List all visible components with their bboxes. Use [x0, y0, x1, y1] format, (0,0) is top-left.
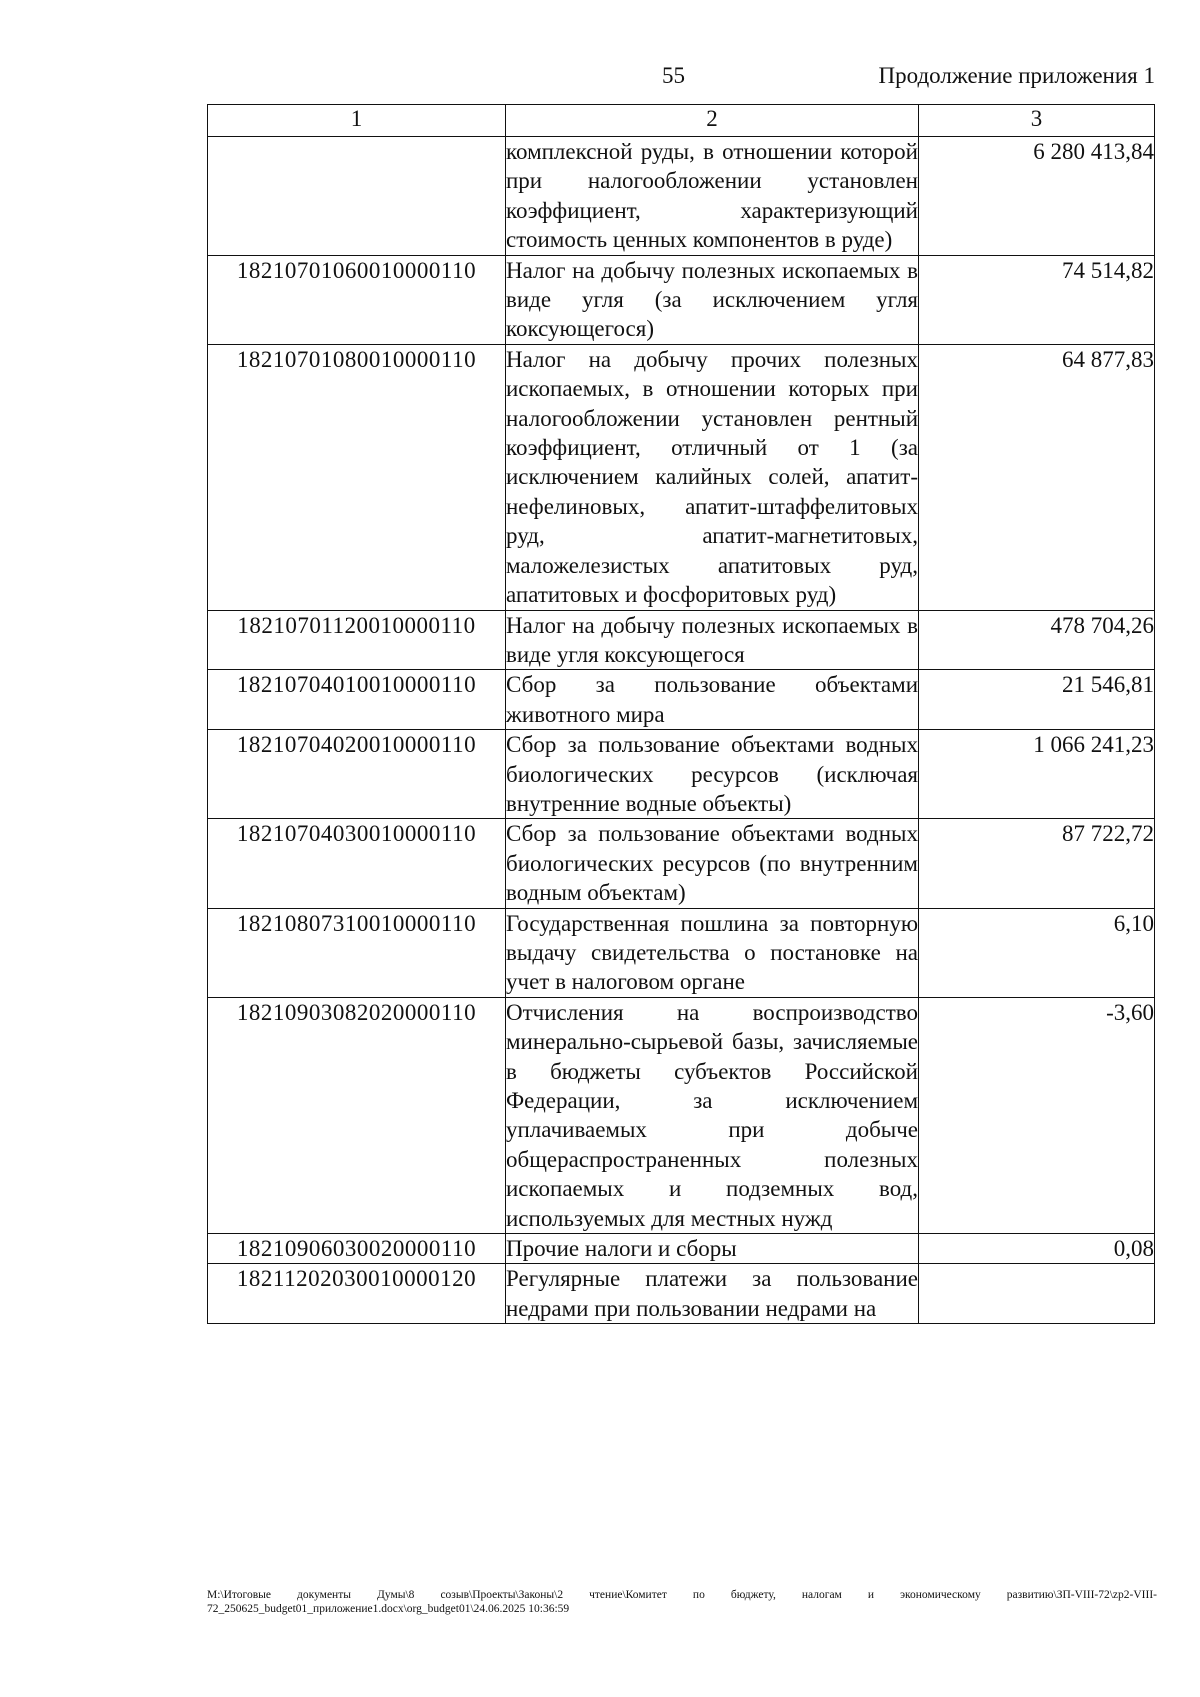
row-amount: 6 280 413,84	[919, 137, 1155, 256]
row-name: Сбор за пользование объектами животного мира	[506, 670, 919, 730]
row-name: Сбор за пользование объектами водных биологических ресурсов (по внутренним водным объектам)	[506, 819, 919, 908]
row-name: Сбор за пользование объектами водных биологических ресурсов (исключая внутренние водные объекты)	[506, 730, 919, 819]
row-amount: 0,08	[919, 1234, 1155, 1264]
row-name: Налог на добычу прочих полезных ископаемых, в отношении которых при налогообложении установлен рентный коэффициент, отличный от 1 (за исключением калийных солей, апатит-нефелиновых, апатит-штаффелитовых руд, апатит-магнетитовых, маложелезистых апатитовых руд, апатитовых и фосфоритовых руд)	[506, 344, 919, 610]
table-row	[208, 670, 1155, 730]
column-header-name: 2	[506, 105, 919, 137]
continuation-label: Продолжение приложения 1	[878, 63, 1155, 88]
column-header-code: 1	[208, 105, 506, 137]
row-amount: 478 704,26	[919, 610, 1155, 670]
row-name: Отчисления на воспроизводство минерально-сырьевой базы, зачисляемые в бюджеты субъектов Российской Федерации, за исключением уплачиваемых при добыче общераспространенных полезных ископаемых и подземных вод, используемых для местных нужд	[506, 997, 919, 1233]
row-code	[208, 137, 506, 256]
row-code: 18210701080010000110	[208, 344, 506, 610]
row-code: 18210704020010000110	[208, 730, 506, 819]
table-row	[208, 610, 1155, 670]
row-code: 18211202030010000120	[208, 1264, 506, 1324]
row-amount: -3,60	[919, 997, 1155, 1233]
row-name: комплексной руды, в отношении которой при налогообложении установлен коэффициент, характеризующий стоимость ценных компонентов в руде)	[506, 137, 919, 256]
table-row	[208, 908, 1155, 997]
row-name: Налог на добычу полезных ископаемых в виде угля коксующегося	[506, 610, 919, 670]
row-code: 18210701120010000110	[208, 610, 506, 670]
row-amount: 64 877,83	[919, 344, 1155, 610]
row-amount	[919, 1264, 1155, 1324]
row-code: 18210906030020000110	[208, 1234, 506, 1264]
row-code: 18210807310010000110	[208, 908, 506, 997]
table-row	[208, 137, 1155, 256]
row-code: 18210704030010000110	[208, 819, 506, 908]
table-row	[208, 255, 1155, 344]
row-code: 18210903082020000110	[208, 997, 506, 1233]
row-amount: 74 514,82	[919, 255, 1155, 344]
row-name: Государственная пошлина за повторную выдачу свидетельства о постановке на учет в налоговом органе	[506, 908, 919, 997]
table-row	[208, 1264, 1155, 1324]
table-row	[208, 730, 1155, 819]
row-code: 18210701060010000110	[208, 255, 506, 344]
row-code: 18210704010010000110	[208, 670, 506, 730]
table-header-row	[208, 105, 1155, 137]
row-name: Налог на добычу полезных ископаемых в виде угля (за исключением угля коксующегося)	[506, 255, 919, 344]
document-file-path: M:\Итоговые документы Думы\8 созыв\Проекты\Законы\2 чтение\Комитет по бюджету, налогам и экономическому развитию\ЗП-VIII-72\zp2-VIII-72_250625_budget01_приложение1.docx\org_budget01\24.06.2025 10:36:59	[207, 1589, 1157, 1615]
table-row	[208, 344, 1155, 610]
row-amount: 1 066 241,23	[919, 730, 1155, 819]
table-row	[208, 819, 1155, 908]
page-number: 55	[662, 63, 685, 88]
row-name: Прочие налоги и сборы	[506, 1234, 919, 1264]
column-header-amount: 3	[919, 105, 1155, 137]
row-amount: 87 722,72	[919, 819, 1155, 908]
row-amount: 6,10	[919, 908, 1155, 997]
row-name: Регулярные платежи за пользование недрами при пользовании недрами на	[506, 1264, 919, 1324]
row-amount: 21 546,81	[919, 670, 1155, 730]
budget-revenue-table	[207, 104, 1155, 1324]
table-row	[208, 1234, 1155, 1264]
table-row	[208, 997, 1155, 1233]
